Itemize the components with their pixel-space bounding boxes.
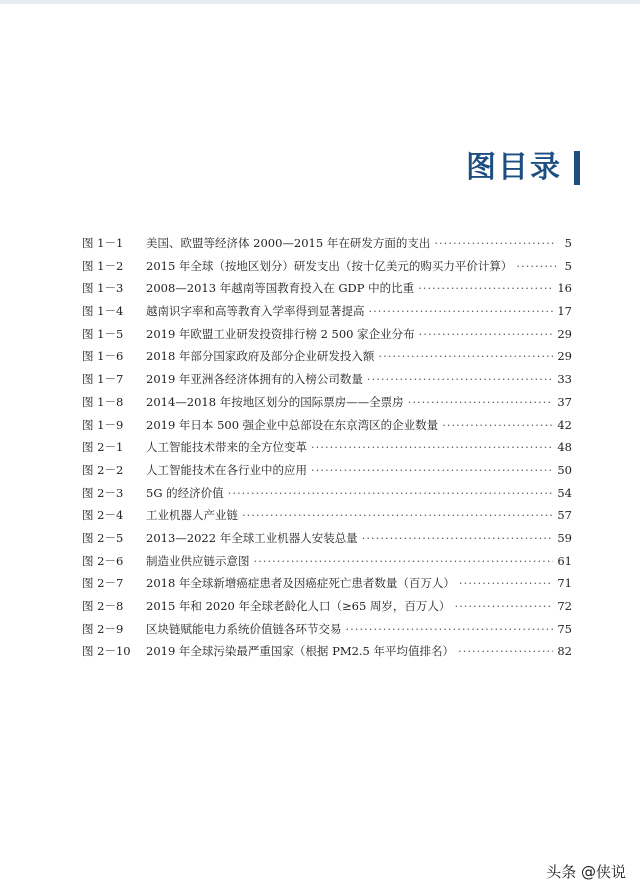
toc-entry[interactable] bbox=[82, 368, 572, 391]
page-number: 33 bbox=[557, 372, 572, 387]
figure-title: 区块链赋能电力系统价值链各环节交易 bbox=[146, 621, 342, 636]
toc-entry[interactable] bbox=[82, 527, 572, 550]
page-number: 71 bbox=[557, 576, 572, 591]
dot-leader bbox=[458, 640, 553, 663]
figure-title: 2015 年和 2020 年全球老龄化人口（≥65 周岁，百万人） bbox=[146, 599, 451, 613]
dot-leader bbox=[418, 277, 553, 300]
page-heading bbox=[466, 150, 580, 186]
page-number: 57 bbox=[557, 508, 572, 523]
toc-entry[interactable] bbox=[82, 640, 572, 663]
dot-leader bbox=[408, 391, 554, 414]
dot-leader bbox=[367, 368, 553, 391]
figure-title: 2018 年部分国家政府及部分企业研发投入额 bbox=[146, 349, 375, 364]
dot-leader bbox=[459, 572, 553, 595]
page-number: 75 bbox=[557, 621, 572, 636]
figure-title: 2019 年亚洲各经济体拥有的入榜公司数量 bbox=[146, 372, 363, 387]
figure-title: 越南识字率和高等教育入学率得到显著提高 bbox=[146, 304, 365, 319]
dot-leader bbox=[311, 436, 553, 459]
dot-leader bbox=[242, 504, 553, 527]
figure-title: 制造业供应链示意图 bbox=[146, 553, 250, 568]
dot-leader bbox=[346, 618, 554, 641]
page-number: 5 bbox=[564, 236, 572, 250]
figure-number: 图 2－2 bbox=[82, 462, 124, 477]
toc-entry[interactable] bbox=[82, 345, 572, 368]
figure-title: 2013—2022 年全球工业机器人安装总量 bbox=[146, 530, 358, 545]
toc-entry[interactable] bbox=[82, 232, 572, 255]
figure-list bbox=[82, 232, 572, 663]
figure-number: 图 2－8 bbox=[82, 599, 124, 613]
figure-number: 图 1－9 bbox=[82, 417, 124, 432]
figure-title: 人工智能技术带来的全方位变革 bbox=[146, 440, 307, 455]
toc-entry[interactable] bbox=[82, 595, 572, 618]
toc-entry[interactable] bbox=[82, 323, 572, 346]
toc-entry[interactable] bbox=[82, 255, 572, 278]
figure-title: 2019 年日本 500 强企业中总部设在东京湾区的企业数量 bbox=[146, 417, 439, 432]
page-number: 29 bbox=[557, 326, 572, 341]
figure-number: 图 1－4 bbox=[82, 304, 124, 319]
dot-leader bbox=[254, 550, 554, 573]
figure-number: 图 2－10 bbox=[82, 644, 131, 659]
top-rule bbox=[0, 0, 640, 4]
page-number: 16 bbox=[557, 281, 572, 296]
dot-leader bbox=[419, 323, 554, 346]
toc-entry[interactable] bbox=[82, 436, 572, 459]
page-number: 17 bbox=[557, 304, 572, 319]
dot-leader bbox=[442, 414, 553, 437]
page-number: 54 bbox=[557, 485, 572, 500]
figure-number: 图 2－1 bbox=[82, 440, 124, 455]
toc-entry[interactable] bbox=[82, 572, 572, 595]
figure-number: 图 1－8 bbox=[82, 394, 124, 409]
page-number: 42 bbox=[557, 417, 572, 432]
dot-leader bbox=[369, 300, 554, 323]
figure-number: 图 2－9 bbox=[82, 621, 124, 636]
toc-entry[interactable] bbox=[82, 459, 572, 482]
toc-entry[interactable] bbox=[82, 618, 572, 641]
page-number: 48 bbox=[557, 440, 572, 455]
figure-title: 人工智能技术在各行业中的应用 bbox=[146, 462, 307, 477]
dot-leader bbox=[434, 232, 556, 255]
figure-title: 美国、欧盟等经济体 2000—2015 年在研发方面的支出 bbox=[146, 236, 431, 250]
figure-number: 图 1－2 bbox=[82, 258, 124, 273]
page-number: 37 bbox=[557, 394, 572, 409]
figure-title: 2008—2013 年越南等国教育投入在 GDP 中的比重 bbox=[146, 281, 415, 296]
page-number: 72 bbox=[557, 599, 572, 613]
toc-entry[interactable] bbox=[82, 414, 572, 437]
figure-title: 2014—2018 年按地区划分的国际票房——全票房 bbox=[146, 394, 404, 409]
figure-number: 图 2－7 bbox=[82, 576, 124, 591]
dot-leader bbox=[311, 459, 553, 482]
figure-number: 图 1－6 bbox=[82, 349, 124, 364]
page-number: 59 bbox=[557, 530, 572, 545]
figure-title: 2018 年全球新增癌症患者及因癌症死亡患者数量（百万人） bbox=[146, 576, 455, 591]
figure-number: 图 1－1 bbox=[82, 236, 124, 250]
figure-number: 图 2－4 bbox=[82, 508, 124, 523]
toc-entry[interactable] bbox=[82, 504, 572, 527]
watermark: 头条 @侠说 bbox=[546, 863, 626, 881]
toc-entry[interactable] bbox=[82, 300, 572, 323]
figure-title: 2015 年全球（按地区划分）研发支出（按十亿美元的购买力平价计算） bbox=[146, 258, 513, 273]
figure-number: 图 1－5 bbox=[82, 326, 124, 341]
figure-title: 工业机器人产业链 bbox=[146, 508, 238, 523]
toc-entry[interactable] bbox=[82, 391, 572, 414]
figure-title: 5G 的经济价值 bbox=[146, 485, 224, 500]
dot-leader bbox=[516, 255, 556, 278]
page-number: 82 bbox=[557, 644, 572, 659]
toc-entry[interactable] bbox=[82, 277, 572, 300]
figure-title: 2019 年全球污染最严重国家（根据 PM2.5 年平均值排名） bbox=[146, 644, 455, 659]
dot-leader bbox=[454, 595, 553, 618]
figure-number: 图 1－3 bbox=[82, 281, 124, 296]
dot-leader bbox=[362, 527, 554, 550]
heading-title: 图目录 bbox=[466, 150, 562, 185]
toc-entry[interactable] bbox=[82, 482, 572, 505]
page-number: 61 bbox=[557, 553, 572, 568]
page-number: 5 bbox=[564, 258, 572, 273]
page-number: 29 bbox=[557, 349, 572, 364]
figure-title: 2019 年欧盟工业研发投资排行榜 2 500 家企业分布 bbox=[146, 326, 415, 341]
figure-number: 图 2－6 bbox=[82, 553, 124, 568]
dot-leader bbox=[378, 345, 553, 368]
heading-accent-bar bbox=[574, 151, 580, 185]
figure-number: 图 2－3 bbox=[82, 485, 124, 500]
toc-entry[interactable] bbox=[82, 550, 572, 573]
dot-leader bbox=[228, 482, 554, 505]
figure-number: 图 2－5 bbox=[82, 530, 124, 545]
figure-number: 图 1－7 bbox=[82, 372, 124, 387]
page-number: 50 bbox=[557, 462, 572, 477]
